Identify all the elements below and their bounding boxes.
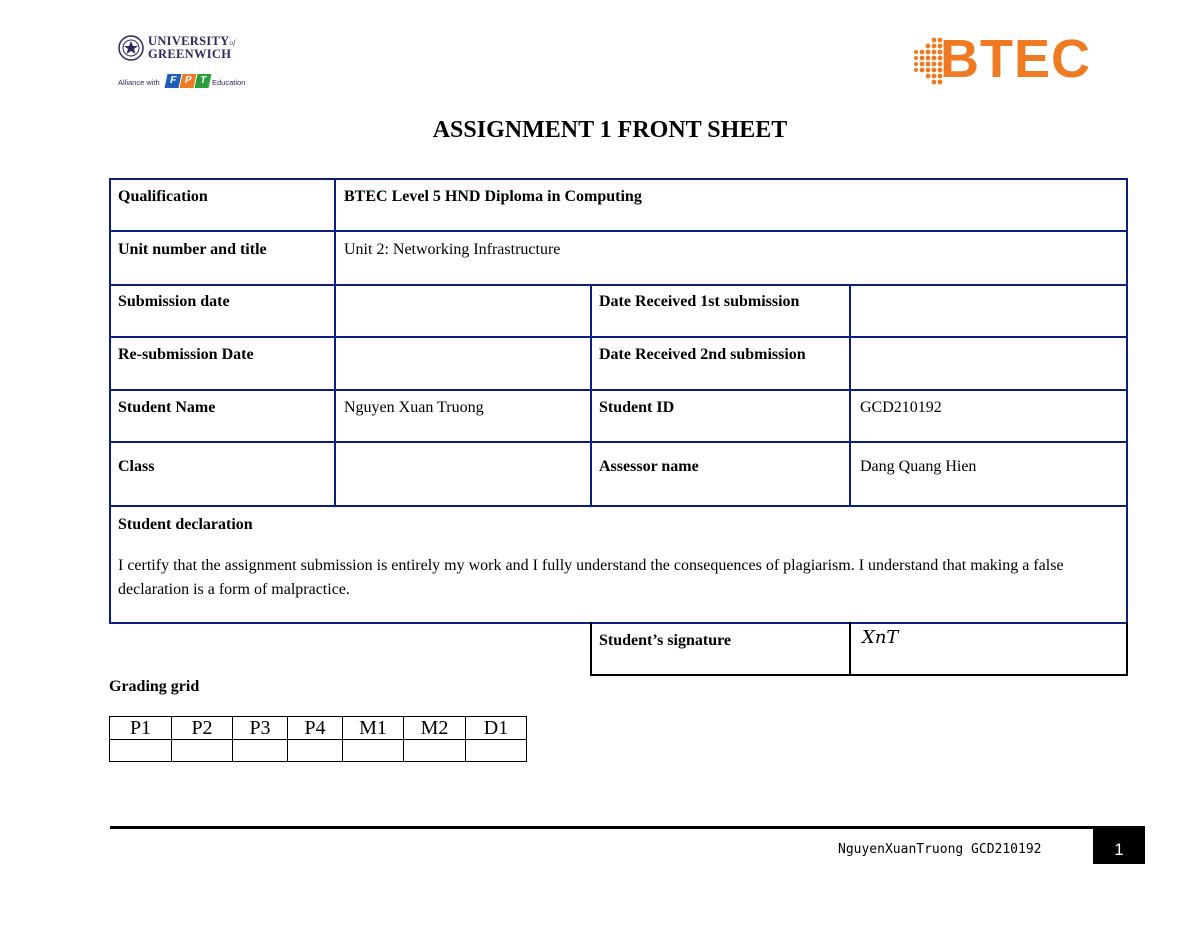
page-title: ASSIGNMENT 1 FRONT SHEET	[432, 117, 788, 143]
grade-header-d1: D1	[466, 717, 527, 740]
logo-university-text: UNIVERSITYof	[148, 34, 236, 48]
grading-grid	[109, 716, 527, 762]
logo-greenwich-text: GREENWICH	[148, 47, 232, 61]
assessor-name-value: Dang Quang Hien	[860, 458, 977, 475]
student-signature: XnT	[862, 627, 899, 648]
grading-header-row	[110, 717, 527, 740]
grade-cell-m2	[404, 740, 466, 762]
date-received-1-label: Date Received 1st submission	[599, 293, 800, 310]
submission-date-label: Submission date	[118, 293, 230, 310]
grade-header-m1: M1	[343, 717, 404, 740]
qualification-value: BTEC Level 5 HND Diploma in Computing	[344, 188, 642, 205]
unit-label: Unit number and title	[118, 241, 267, 258]
grading-grid-label: Grading grid	[109, 678, 200, 695]
footer-author: NguyenXuanTruong GCD210192	[838, 842, 1042, 857]
student-name-label: Student Name	[118, 399, 216, 416]
grade-header-p1: P1	[110, 717, 172, 740]
btec-logo	[910, 29, 1095, 90]
student-name-value: Nguyen Xuan Truong	[344, 399, 484, 416]
grade-header-p4: P4	[288, 717, 343, 740]
student-id-label: Student ID	[599, 399, 675, 416]
student-declaration-label: Student declaration	[118, 516, 253, 533]
grading-value-row	[110, 740, 527, 762]
fpt-logo: F P T	[166, 74, 210, 88]
student-signature-label: Student’s signature	[599, 632, 732, 649]
assessor-name-label: Assessor name	[599, 458, 699, 475]
grade-cell-p1	[110, 740, 172, 762]
date-received-2-label: Date Received 2nd submission	[599, 346, 806, 363]
page-number: 1	[1093, 828, 1145, 864]
grade-header-p3: P3	[233, 717, 288, 740]
footer-divider	[110, 826, 1145, 829]
education-text: Education	[212, 78, 246, 87]
grade-cell-p3	[233, 740, 288, 762]
grade-header-m2: M2	[404, 717, 466, 740]
alliance-with-text: Alliance with	[118, 78, 160, 87]
unit-value: Unit 2: Networking Infrastructure	[344, 241, 561, 258]
grade-cell-p2	[172, 740, 233, 762]
student-declaration-text: I certify that the assignment submission is entirely my work and I fully understand the consequences of plagiarism. I understand that making a false declaration is a form of malpractice.	[118, 557, 1064, 598]
grade-cell-p4	[288, 740, 343, 762]
student-id-value: GCD210192	[860, 399, 942, 416]
class-label: Class	[118, 458, 155, 475]
university-seal-icon	[118, 35, 144, 61]
qualification-label: Qualification	[118, 188, 208, 205]
resubmission-date-label: Re-submission Date	[118, 346, 254, 363]
btec-wordmark: BTEC	[940, 29, 1091, 89]
grade-header-p2: P2	[172, 717, 233, 740]
grade-cell-m1	[343, 740, 404, 762]
grade-cell-d1	[466, 740, 527, 762]
university-of-greenwich-logo	[118, 33, 248, 93]
